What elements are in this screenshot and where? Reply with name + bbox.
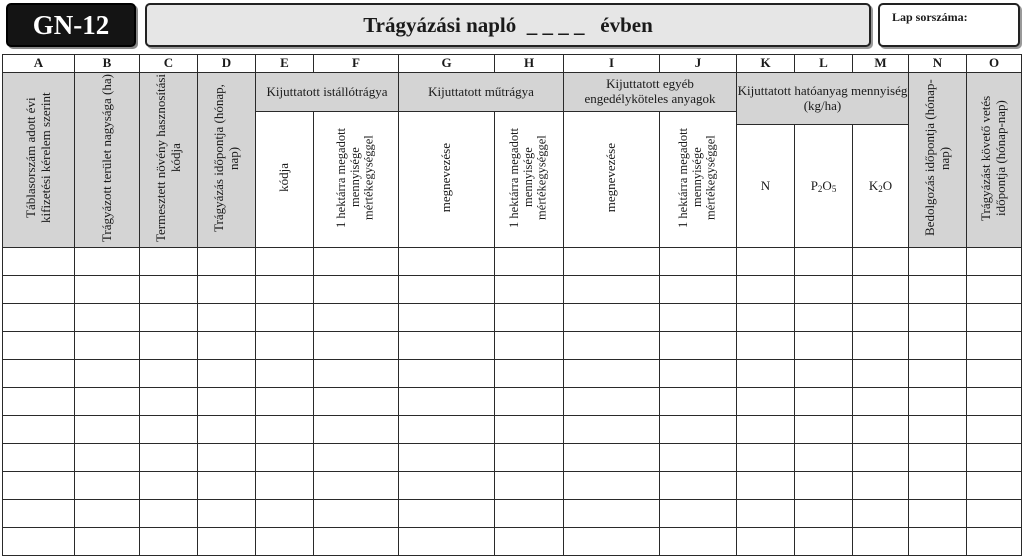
table-cell-c[interactable]: [140, 443, 198, 471]
table-cell-m[interactable]: [853, 303, 909, 331]
table-cell-e[interactable]: [256, 471, 314, 499]
header-col-b: Trágyázott terület nagysága (ha): [75, 73, 140, 248]
table-cell-l[interactable]: [795, 527, 853, 555]
table-cell-i[interactable]: [564, 359, 660, 387]
table-row: [3, 247, 1022, 275]
table-cell-o[interactable]: [967, 275, 1022, 303]
table-cell-a[interactable]: [3, 499, 75, 527]
table-cell-c[interactable]: [140, 303, 198, 331]
table-cell-h[interactable]: [495, 359, 564, 387]
table-cell-a[interactable]: [3, 527, 75, 555]
table-cell-o[interactable]: [967, 499, 1022, 527]
table-cell-f[interactable]: [314, 387, 399, 415]
table-cell-e[interactable]: [256, 415, 314, 443]
table-cell-e[interactable]: [256, 387, 314, 415]
table-cell-d[interactable]: [198, 303, 256, 331]
table-cell-h[interactable]: [495, 275, 564, 303]
table-cell-k[interactable]: [737, 303, 795, 331]
table-cell-f[interactable]: [314, 499, 399, 527]
table-cell-m[interactable]: [853, 499, 909, 527]
table-cell-l[interactable]: [795, 275, 853, 303]
header-col-n: Bedolgozás időpontja (hónap-nap): [909, 73, 967, 248]
table-cell-h[interactable]: [495, 415, 564, 443]
table-cell-j[interactable]: [660, 359, 737, 387]
table-cell-k[interactable]: [737, 443, 795, 471]
table-cell-j[interactable]: [660, 387, 737, 415]
table-cell-d[interactable]: [198, 359, 256, 387]
table-cell-m[interactable]: [853, 359, 909, 387]
table-cell-d[interactable]: [198, 247, 256, 275]
table-cell-k[interactable]: [737, 415, 795, 443]
table-cell-i[interactable]: [564, 387, 660, 415]
sheet-number-label: Lap sorszáma:: [892, 10, 968, 24]
header-group-active-ingredient: Kijuttatott hatóanyag mennyiség (kg/ha): [737, 73, 909, 125]
table-cell-c[interactable]: [140, 415, 198, 443]
table-cell-o[interactable]: [967, 471, 1022, 499]
table-cell-k[interactable]: [737, 275, 795, 303]
table-cell-g[interactable]: [399, 499, 495, 527]
letter-i: I: [564, 55, 660, 73]
header-col-a: Táblasorszám adott évi kifizetési kérelem szerint: [3, 73, 75, 248]
table-cell-g[interactable]: [399, 387, 495, 415]
table-cell-l[interactable]: [795, 443, 853, 471]
table-cell-h[interactable]: [495, 527, 564, 555]
table-cell-g[interactable]: [399, 443, 495, 471]
table-cell-a[interactable]: [3, 471, 75, 499]
table-cell-l[interactable]: [795, 415, 853, 443]
table-cell-g[interactable]: [399, 527, 495, 555]
table-cell-k[interactable]: [737, 471, 795, 499]
table-cell-m[interactable]: [853, 443, 909, 471]
header-col-d: Trágyázás időpontja (hónap, nap): [198, 73, 256, 248]
table-cell-n[interactable]: [909, 499, 967, 527]
table-cell-n[interactable]: [909, 303, 967, 331]
table-cell-n[interactable]: [909, 275, 967, 303]
table-cell-j[interactable]: [660, 275, 737, 303]
sheet-number-box[interactable]: [878, 3, 1020, 47]
table-cell-h[interactable]: [495, 331, 564, 359]
table-cell-e[interactable]: [256, 275, 314, 303]
table-cell-d[interactable]: [198, 275, 256, 303]
table-cell-h[interactable]: [495, 303, 564, 331]
table-cell-b[interactable]: [75, 275, 140, 303]
table-row: [3, 359, 1022, 387]
table-cell-o[interactable]: [967, 527, 1022, 555]
table-cell-i[interactable]: [564, 275, 660, 303]
table-cell-b[interactable]: [75, 527, 140, 555]
table-cell-j[interactable]: [660, 331, 737, 359]
header-group-manure: Kijuttatott istállótrágya: [256, 73, 399, 112]
table-cell-k[interactable]: [737, 359, 795, 387]
table-cell-o[interactable]: [967, 247, 1022, 275]
table-cell-n[interactable]: [909, 443, 967, 471]
table-cell-g[interactable]: [399, 331, 495, 359]
table-cell-j[interactable]: [660, 443, 737, 471]
table-cell-c[interactable]: [140, 527, 198, 555]
table-cell-m[interactable]: [853, 415, 909, 443]
header-col-j: 1 hektárra megadott mennyisége mértékegységgel: [660, 112, 737, 248]
table-cell-l[interactable]: [795, 303, 853, 331]
table-cell-m[interactable]: [853, 471, 909, 499]
table-cell-h[interactable]: [495, 471, 564, 499]
table-row: [3, 415, 1022, 443]
table-cell-d[interactable]: [198, 387, 256, 415]
table-cell-e[interactable]: [256, 331, 314, 359]
header-col-f: 1 hektárra megadott mennyisége mértékegységgel: [314, 112, 399, 248]
table-cell-d[interactable]: [198, 415, 256, 443]
table-cell-c[interactable]: [140, 331, 198, 359]
table-cell-a[interactable]: [3, 415, 75, 443]
table-cell-o[interactable]: [967, 387, 1022, 415]
table-row: [3, 471, 1022, 499]
header-col-h: 1 hektárra megadott mennyisége mértékegységgel: [495, 112, 564, 248]
table-cell-b[interactable]: [75, 247, 140, 275]
table-cell-i[interactable]: [564, 331, 660, 359]
letter-h: H: [495, 55, 564, 73]
table-cell-m[interactable]: [853, 387, 909, 415]
table-cell-o[interactable]: [967, 303, 1022, 331]
table-cell-b[interactable]: [75, 415, 140, 443]
table-cell-c[interactable]: [140, 247, 198, 275]
letter-l: L: [795, 55, 853, 73]
table-cell-b[interactable]: [75, 499, 140, 527]
table-cell-o[interactable]: [967, 443, 1022, 471]
letter-e: E: [256, 55, 314, 73]
table-cell-i[interactable]: [564, 527, 660, 555]
table-cell-i[interactable]: [564, 415, 660, 443]
table-cell-d[interactable]: [198, 499, 256, 527]
table-cell-i[interactable]: [564, 247, 660, 275]
table-cell-n[interactable]: [909, 331, 967, 359]
table-cell-k[interactable]: [737, 331, 795, 359]
table-cell-k[interactable]: [737, 247, 795, 275]
table-cell-n[interactable]: [909, 247, 967, 275]
letter-b: B: [75, 55, 140, 73]
table-cell-e[interactable]: [256, 359, 314, 387]
table-row: [3, 331, 1022, 359]
table-cell-f[interactable]: [314, 275, 399, 303]
table-cell-f[interactable]: [314, 471, 399, 499]
table-row: [3, 527, 1022, 555]
table-cell-m[interactable]: [853, 527, 909, 555]
table-cell-d[interactable]: [198, 443, 256, 471]
table-row: [3, 499, 1022, 527]
table-cell-n[interactable]: [909, 415, 967, 443]
table-cell-g[interactable]: [399, 275, 495, 303]
table-cell-f[interactable]: [314, 247, 399, 275]
header-col-e: kódja: [256, 112, 314, 248]
header-col-i: megnevezése: [564, 112, 660, 248]
table-cell-a[interactable]: [3, 275, 75, 303]
table-cell-e[interactable]: [256, 247, 314, 275]
table-cell-a[interactable]: [3, 331, 75, 359]
table-cell-d[interactable]: [198, 527, 256, 555]
table-cell-m[interactable]: [853, 275, 909, 303]
table-cell-o[interactable]: [967, 415, 1022, 443]
table-cell-n[interactable]: [909, 359, 967, 387]
table-cell-o[interactable]: [967, 331, 1022, 359]
table-cell-o[interactable]: [967, 359, 1022, 387]
table-cell-e[interactable]: [256, 303, 314, 331]
table-cell-a[interactable]: [3, 359, 75, 387]
letter-a: A: [3, 55, 75, 73]
table-row: [3, 443, 1022, 471]
table-cell-i[interactable]: [564, 443, 660, 471]
table-cell-d[interactable]: [198, 331, 256, 359]
table-cell-l[interactable]: [795, 471, 853, 499]
table-cell-i[interactable]: [564, 303, 660, 331]
table-cell-e[interactable]: [256, 499, 314, 527]
table-cell-b[interactable]: [75, 387, 140, 415]
table-cell-l[interactable]: [795, 247, 853, 275]
table-cell-j[interactable]: [660, 527, 737, 555]
table-cell-h[interactable]: [495, 443, 564, 471]
letter-m: M: [853, 55, 909, 73]
table-row: [3, 303, 1022, 331]
table-cell-c[interactable]: [140, 387, 198, 415]
header-col-o: Trágyázást követő vetés időpontja (hónap-nap): [967, 73, 1022, 248]
table-cell-e[interactable]: [256, 527, 314, 555]
table-cell-f[interactable]: [314, 527, 399, 555]
table-cell-j[interactable]: [660, 303, 737, 331]
table-cell-g[interactable]: [399, 471, 495, 499]
table-cell-d[interactable]: [198, 471, 256, 499]
table-cell-a[interactable]: [3, 387, 75, 415]
table-cell-b[interactable]: [75, 471, 140, 499]
letter-n: N: [909, 55, 967, 73]
header-col-g: megnevezése: [399, 112, 495, 248]
table-cell-f[interactable]: [314, 415, 399, 443]
table-cell-h[interactable]: [495, 387, 564, 415]
header-col-k-nitrogen: N: [737, 125, 795, 248]
table-cell-e[interactable]: [256, 443, 314, 471]
table-cell-f[interactable]: [314, 331, 399, 359]
table-cell-n[interactable]: [909, 387, 967, 415]
table-cell-l[interactable]: [795, 499, 853, 527]
table-cell-k[interactable]: [737, 387, 795, 415]
header-group-other-materials: Kijuttatott egyéb engedélyköteles anyagok: [564, 73, 737, 112]
table-cell-m[interactable]: [853, 247, 909, 275]
table-cell-b[interactable]: [75, 359, 140, 387]
letter-g: G: [399, 55, 495, 73]
group-header-row: [3, 73, 1022, 112]
table-row: [3, 275, 1022, 303]
table-cell-g[interactable]: [399, 247, 495, 275]
table-cell-c[interactable]: [140, 275, 198, 303]
table-cell-g[interactable]: [399, 303, 495, 331]
table-cell-h[interactable]: [495, 247, 564, 275]
table-cell-b[interactable]: [75, 303, 140, 331]
header-col-c: Termesztett növény hasznosítási kódja: [140, 73, 198, 248]
table-cell-k[interactable]: [737, 527, 795, 555]
table-cell-c[interactable]: [140, 471, 198, 499]
table-cell-l[interactable]: [795, 387, 853, 415]
table-cell-n[interactable]: [909, 527, 967, 555]
table-cell-g[interactable]: [399, 415, 495, 443]
form-code-badge: GN-12: [6, 3, 136, 47]
table-cell-l[interactable]: [795, 331, 853, 359]
table-cell-i[interactable]: [564, 471, 660, 499]
table-cell-a[interactable]: [3, 247, 75, 275]
table-cell-a[interactable]: [3, 443, 75, 471]
letter-f: F: [314, 55, 399, 73]
table-cell-f[interactable]: [314, 359, 399, 387]
table-cell-i[interactable]: [564, 499, 660, 527]
table-cell-h[interactable]: [495, 499, 564, 527]
table-cell-b[interactable]: [75, 331, 140, 359]
table-cell-m[interactable]: [853, 331, 909, 359]
table-cell-j[interactable]: [660, 247, 737, 275]
table-cell-j[interactable]: [660, 471, 737, 499]
letter-c: C: [140, 55, 198, 73]
header-col-l-phosphorus: $P_2O_5$: [795, 125, 853, 248]
table-cell-c[interactable]: [140, 359, 198, 387]
form-title: Trágyázási napló _ _ _ _ évben: [145, 3, 871, 47]
letter-j: J: [660, 55, 737, 73]
letter-o: O: [967, 55, 1022, 73]
table-cell-k[interactable]: [737, 499, 795, 527]
table-cell-n[interactable]: [909, 471, 967, 499]
header-col-m-potassium: $K_2O$: [853, 125, 909, 248]
table-cell-l[interactable]: [795, 359, 853, 387]
header-group-fertilizer: Kijuttatott műtrágya: [399, 73, 564, 112]
table-cell-f[interactable]: [314, 303, 399, 331]
table-cell-a[interactable]: [3, 303, 75, 331]
table-cell-j[interactable]: [660, 415, 737, 443]
column-letter-row: [3, 55, 1022, 73]
table-row: [3, 387, 1022, 415]
fertilization-log-table: [2, 54, 1022, 556]
table-cell-f[interactable]: [314, 443, 399, 471]
table-cell-g[interactable]: [399, 359, 495, 387]
table-cell-c[interactable]: [140, 499, 198, 527]
table-cell-j[interactable]: [660, 499, 737, 527]
letter-k: K: [737, 55, 795, 73]
table-cell-b[interactable]: [75, 443, 140, 471]
letter-d: D: [198, 55, 256, 73]
